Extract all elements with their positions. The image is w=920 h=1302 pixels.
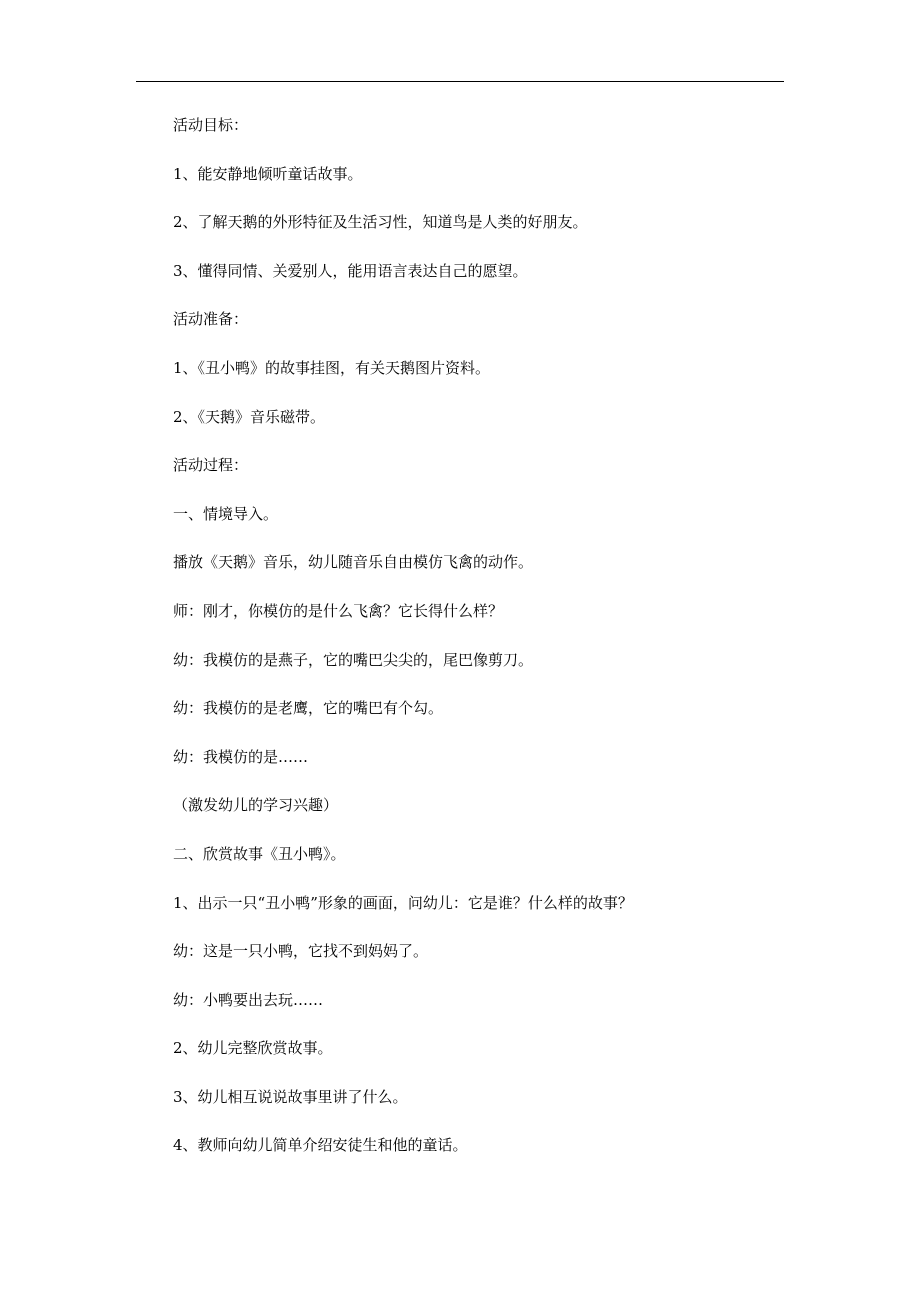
paragraph: 1、《丑小鸭》的故事挂图，有关天鹅图片资料。: [173, 358, 491, 377]
section-heading-preparation: 活动准备：: [173, 310, 249, 329]
subsection-heading: 一、情境导入。: [173, 504, 279, 523]
section-heading-process: 活动过程：: [173, 456, 249, 475]
dialogue-line: 师：刚才，你模仿的是什么飞禽？它长得什么样？: [173, 601, 504, 620]
paragraph: 3、幼儿相互说说故事里讲了什么。: [173, 1087, 408, 1106]
paragraph: 2、《天鹅》音乐磁带。: [173, 407, 326, 426]
paragraph: 播放《天鹅》音乐，幼儿随音乐自由模仿飞禽的动作。: [173, 553, 534, 572]
paragraph: 2、幼儿完整欣赏故事。: [173, 1039, 333, 1058]
paragraph: 3、懂得同情、关爱别人，能用语言表达自己的愿望。: [173, 261, 528, 280]
dialogue-line: 幼：我模仿的是燕子，它的嘴巴尖尖的，尾巴像剪刀。: [173, 650, 534, 669]
dialogue-line: 幼：我模仿的是……: [173, 747, 309, 766]
dialogue-line: 幼：这是一只小鸭，它找不到妈妈了。: [173, 942, 429, 961]
dialogue-line: 幼：我模仿的是老鹰，它的嘴巴有个勾。: [173, 699, 444, 718]
paragraph: 2、了解天鹅的外形特征及生活习性，知道鸟是人类的好朋友。: [173, 213, 588, 232]
subsection-heading: 二、欣赏故事《丑小鸭》。: [173, 844, 346, 863]
paragraph: 4、教师向幼儿简单介绍安徒生和他的童话。: [173, 1136, 468, 1155]
note-line: （激发幼儿的学习兴趣）: [173, 796, 339, 815]
dialogue-line: 幼：小鸭要出去玩……: [173, 990, 324, 1009]
paragraph: 1、能安静地倾听童话故事。: [173, 164, 363, 183]
document-body: [173, 115, 773, 1184]
header-rule: [136, 81, 784, 82]
section-heading-goals: 活动目标：: [173, 116, 249, 134]
paragraph: 1、出示一只“丑小鸭”形象的画面，问幼儿：它是谁？什么样的故事？: [173, 893, 633, 912]
